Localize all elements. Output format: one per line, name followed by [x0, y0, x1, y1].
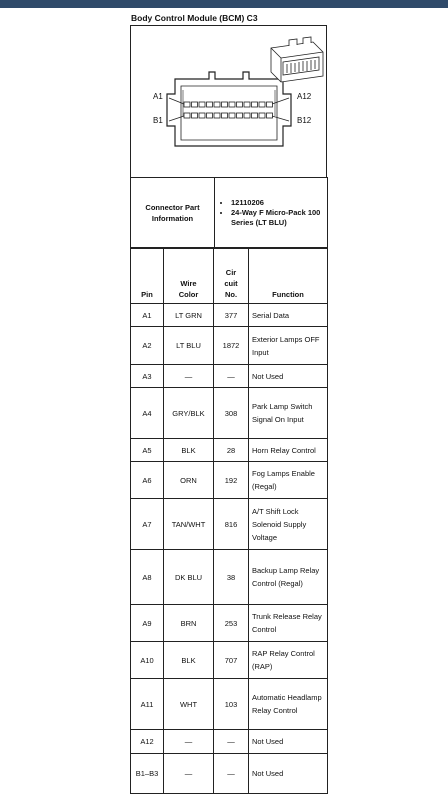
table-row: A6 ORN 192 Fog Lamps Enable (Regal) — [131, 462, 328, 499]
connector-face — [167, 72, 291, 146]
pin-label-a1: A1 — [153, 92, 163, 101]
connector-info-label: Connector Part Information — [131, 178, 215, 249]
connector-drawing — [131, 26, 326, 177]
table-row: A3 — — Not Used — [131, 365, 328, 388]
header-pin: Pin — [131, 248, 164, 304]
pin-label-b1: B1 — [153, 116, 163, 125]
table-row: A11 WHT 103 Automatic Headlamp Relay Control — [131, 679, 328, 730]
table-row: A8 DK BLU 38 Backup Lamp Relay Control (Regal) — [131, 550, 328, 605]
table-row: A12 — — Not Used — [131, 730, 328, 754]
pinout-table — [130, 247, 328, 794]
table-row: A5 BLK 28 Horn Relay Control — [131, 439, 328, 462]
pin-label-b12: B12 — [297, 116, 312, 125]
page-title: Body Control Module (BCM) C3 — [131, 13, 258, 23]
table-row: B1–B3 — — Not Used — [131, 754, 328, 794]
table-row: A7 TAN/WHT 816 A/T Shift Lock Solenoid Supply Voltage — [131, 499, 328, 550]
connector-info-values — [215, 178, 328, 249]
table-row: A2 LT BLU 1872 Exterior Lamps OFF Input — [131, 327, 328, 365]
connector-description: • 24-Way F Micro-Pack 100 Series (LT BLU) — [231, 208, 323, 228]
header-function: Function — [249, 248, 328, 304]
table-row: A1 LT GRN 377 Serial Data — [131, 304, 328, 327]
table-row: A10 BLK 707 RAP Relay Control (RAP) — [131, 642, 328, 679]
connector-info-table — [130, 177, 328, 249]
header-wire-color: Wire Color — [164, 248, 214, 304]
pin-cavities — [184, 102, 273, 118]
header-circuit-no: Cir cuit No. — [214, 248, 249, 304]
pin-label-a12: A12 — [297, 92, 312, 101]
top-banner — [0, 0, 448, 8]
table-row: A4 GRY/BLK 308 Park Lamp Switch Signal On Input — [131, 388, 328, 439]
table-header-row — [131, 248, 328, 304]
connector-thumbnail — [271, 37, 323, 82]
part-number: • 12110206 — [231, 198, 323, 208]
connector-diagram-panel — [130, 25, 327, 178]
table-row: A9 BRN 253 Trunk Release Relay Control — [131, 605, 328, 642]
